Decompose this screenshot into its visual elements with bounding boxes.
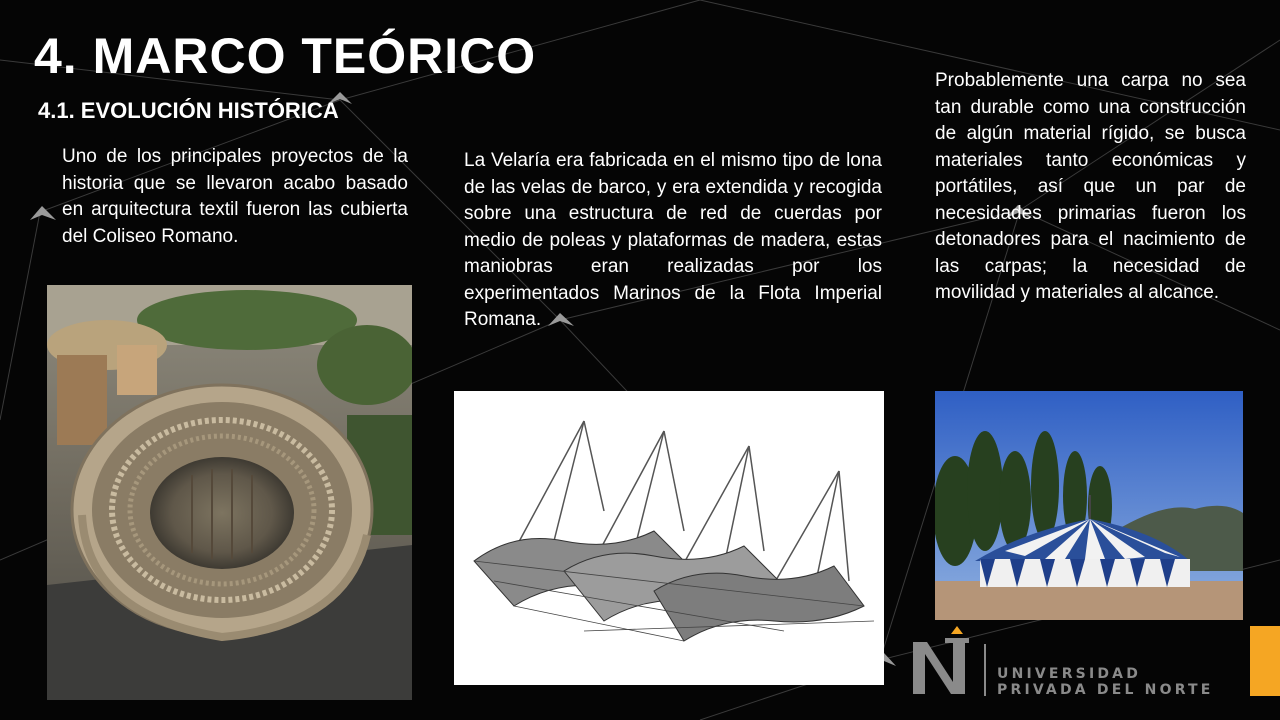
velaria-illustration [454, 391, 884, 685]
tent-photo [935, 391, 1243, 620]
paragraph-tents: Probablemente una carpa no sea tan durable como una construcción de algún material rígido, se busca materiales tanto económicas y portátiles, así que un par de necesidades primarias fueron los detonadores para el nacimiento de las carpas; la necesidad de movilidad y materiales al alcance. [935, 70, 1246, 303]
university-logo-icon [905, 624, 991, 700]
university-logo [905, 624, 1235, 700]
slide-title: 4. MARCO TEÓRICO [34, 28, 537, 84]
chevron-up-icon [30, 206, 56, 220]
paragraph-velaria: La Velaría era fabricada en el mismo tipo de lona de las velas de barco, y era extendida y recogida sobre una estructura de red de cuerdas por medio de poleas y plataformas de madera, estas maniobras eran realizadas por los experimentados Marinos de la Flota Imperial Romana. [464, 150, 882, 330]
slide-subtitle: 4.1. EVOLUCIÓN HISTÓRICA [38, 98, 339, 123]
colosseum-photo [47, 285, 412, 700]
accent-tab [1250, 626, 1280, 696]
logo-line-1: UNIVERSIDAD [997, 666, 1142, 682]
logo-line-2: PRIVADA DEL NORTE [997, 682, 1214, 698]
paragraph-coliseum: Uno de los principales proyectos de la historia que se llevaron acabo basado en arquitectura textil fueron las cubierta del Coliseo Romano. [62, 146, 408, 247]
